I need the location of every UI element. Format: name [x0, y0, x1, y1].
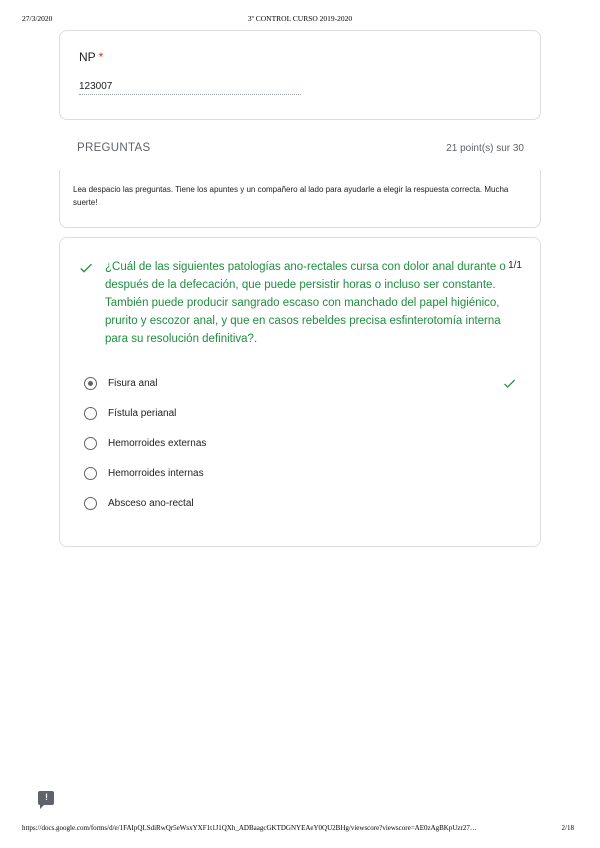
np-label	[79, 50, 103, 64]
option-absceso-ano-rectal[interactable]	[84, 497, 524, 513]
option-label: Fístula perianal	[108, 408, 177, 419]
option-hemorroides-internas[interactable]	[84, 467, 524, 483]
radio[interactable]	[84, 407, 97, 420]
radio-selected[interactable]	[84, 377, 97, 390]
section-points: 21 point(s) sur 30	[446, 143, 524, 154]
print-header	[0, 14, 600, 26]
option-hemorroides-externas[interactable]	[84, 437, 524, 453]
np-card	[59, 30, 541, 120]
section-description-card	[59, 170, 541, 228]
radio[interactable]	[84, 467, 97, 480]
radio[interactable]	[84, 437, 97, 450]
feedback-icon[interactable]: !	[38, 791, 54, 805]
page-number: 2/18	[561, 824, 574, 832]
np-field[interactable]: 123007	[79, 81, 301, 95]
option-label: Hemorroides externas	[108, 438, 207, 449]
option-label: Fisura anal	[108, 378, 158, 389]
correct-check-icon	[502, 376, 517, 391]
required-mark: *	[98, 50, 104, 64]
question-score: 1/1	[508, 260, 522, 271]
check-icon	[78, 260, 94, 276]
question-text: ¿Cuál de las siguientes patologías ano-rectales cursa con dolor anal durante o después de la defecación, que puede persistir horas o incluso ser constante. También puede producir sangrado escaso con manchado del papel higiénico, prurito y escozor anal, y que en casos rebeldes precisa esfinterotomía interna para su resolución definitiva?.	[105, 261, 506, 345]
section-title: PREGUNTAS	[77, 142, 151, 154]
option-label: Absceso ano-rectal	[108, 498, 194, 509]
section-description: Lea despacio las preguntas. Tiene los apuntes y un compañero al lado para ayudarle a elegir la respuesta correcta. Mucha suerte!	[73, 185, 509, 207]
option-fistula-perianal[interactable]	[84, 407, 524, 423]
print-url: https://docs.google.com/forms/d/e/1FAIpQLSdiRwQr5eWsxYXF1t1J1QXh_ADBaagcGKTDGNYEAeY0QU2BHg/viewscore?viewscore=AE0zAgBKpUzr27…	[22, 824, 477, 832]
question-card	[59, 237, 541, 547]
print-date: 27/3/2020	[22, 14, 53, 23]
np-label-text: NP	[79, 50, 96, 64]
radio[interactable]	[84, 497, 97, 510]
option-label: Hemorroides internas	[108, 468, 204, 479]
print-title: 3º CONTROL CURSO 2019-2020	[247, 14, 353, 23]
option-fisura-anal[interactable]	[84, 377, 524, 393]
